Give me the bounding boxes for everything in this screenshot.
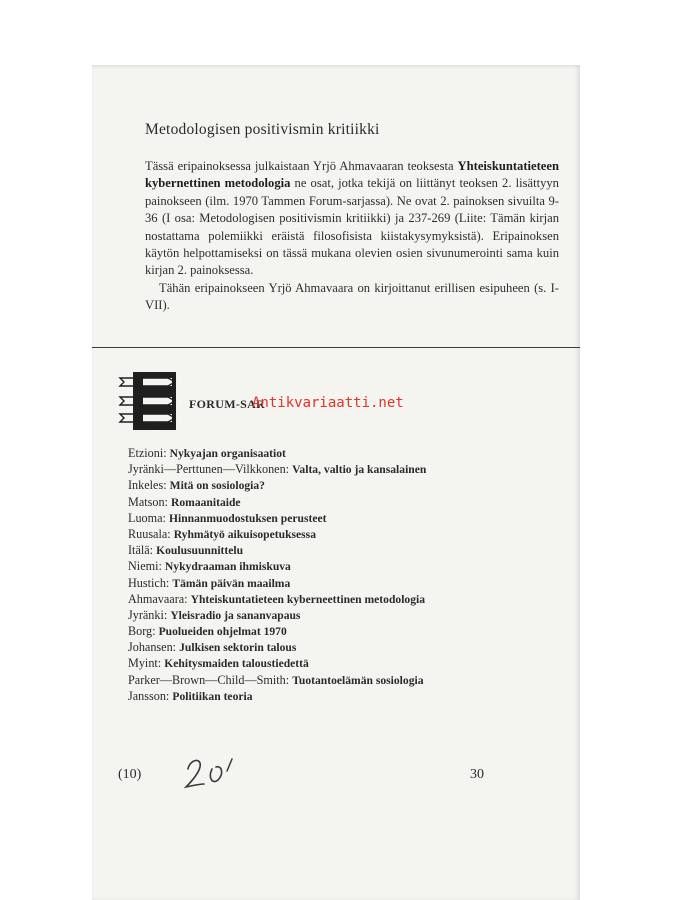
page-number: 30 (470, 767, 484, 782)
series-author: Ahmavaara: (128, 591, 191, 606)
list-item (128, 510, 426, 526)
watermark: Antikvariaatti.net (252, 395, 404, 411)
series-author: Borg: (128, 624, 159, 639)
series-author: Etzioni: (128, 446, 170, 460)
list-item (128, 688, 426, 704)
list-item (128, 672, 426, 688)
series-title: Nykydraaman ihmiskuva (164, 560, 291, 574)
list-item (128, 575, 426, 591)
list-item (128, 494, 426, 510)
series-title: Hinnanmuodostuksen perusteet (168, 511, 327, 525)
series-title: Kehitysmaiden taloustiedettä (164, 657, 309, 671)
series-author: Jyränki: (128, 607, 171, 622)
list-item (128, 655, 426, 671)
logo-text: FORUM (146, 426, 166, 432)
series-author: Johansen: (128, 640, 180, 655)
series-author: Myint: (128, 656, 165, 671)
forum-logo-icon (118, 370, 180, 432)
series-title: Tuotantoelämän sosiologia (292, 673, 424, 687)
series-title: Koulusuunnittelu (156, 544, 244, 558)
series-title: Romaanitaide (171, 495, 241, 509)
list-item (128, 639, 426, 655)
series-title: Ryhmätyö aikuisopetuksessa (173, 527, 316, 541)
list-item (128, 445, 426, 461)
list-item (128, 591, 426, 607)
series-title: Politiikan teoria (172, 689, 253, 703)
intro-text (145, 158, 559, 315)
list-item (128, 623, 426, 639)
series-title: Puolueiden ohjelmat 1970 (158, 625, 287, 639)
series-title: Nykyajan organisaatiot (169, 447, 286, 460)
series-author: Inkeles: (128, 478, 170, 493)
list-item (128, 477, 426, 493)
intro-p1-bold-title: Yhteiskuntatieteen kybernettinen metodologia (145, 159, 559, 191)
intro-paragraph-1 (145, 158, 559, 280)
intro-p1-before: Tässä eripainoksessa julkaistaan Yrjö Ahmavaaran teoksesta (145, 159, 458, 173)
series-author: Hustich: (128, 575, 173, 590)
list-item (128, 607, 426, 623)
series-label: FORUM-SAR (189, 397, 266, 411)
list-item (128, 526, 426, 542)
series-author: Jyränki—Perttunen—Vilkkonen: (128, 462, 293, 477)
series-author: Itälä: (128, 543, 157, 558)
series-title: Mitä on sosiologia? (169, 479, 265, 493)
book-title: Metodologisen positivismin kritiikki (145, 121, 380, 138)
list-item (128, 558, 426, 574)
series-title: Yleisradio ja sananvapaus (170, 608, 301, 622)
series-title: Tämän päivän maailma (172, 576, 291, 590)
series-author: Ruusala: (128, 526, 174, 541)
series-title: Julkisen sektorin talous (179, 641, 297, 655)
series-title: Valta, valtio ja kansalainen (292, 463, 427, 477)
intro-paragraph-2: Tähän eripainokseen Yrjö Ahmavaara on kirjoittanut erillisen esipuheen (s. I-VII). (145, 280, 559, 313)
list-item (128, 461, 426, 477)
series-author: Luoma: (128, 510, 169, 525)
series-author: Parker—Brown—Child—Smith: (128, 672, 293, 687)
intro-p1-after: ne osat, jotka tekijä on liittänyt teoksen 2. lisättyyn painokseen (ilm. 1970 Tammen Forum-sarjassa). Ne ovat 2. painoksen sivuilta 9-36 (I osa: Metodologisen positivismin kritiikki) ja 237-269 (Liite: Tämän kirjan nostattama polemiikki eräistä filosofisista kiistakysymyksistä). Eripainoksen käytön helpottamiseksi on tässä mukana olevien osien sivunumerointi sama kuin kirjan 2. painoksessa. (145, 176, 559, 278)
series-title-list (128, 445, 426, 704)
list-item (128, 542, 426, 558)
handwritten-price-mark (180, 747, 260, 797)
series-title: Yhteiskuntatieteen kyberneettinen metodologia (190, 592, 426, 606)
series-author: Niemi: (128, 559, 165, 574)
footer-left-number: (10) (118, 767, 142, 782)
series-author: Matson: (128, 494, 171, 509)
divider-rule (92, 347, 580, 348)
series-author: Jansson: (128, 688, 173, 703)
